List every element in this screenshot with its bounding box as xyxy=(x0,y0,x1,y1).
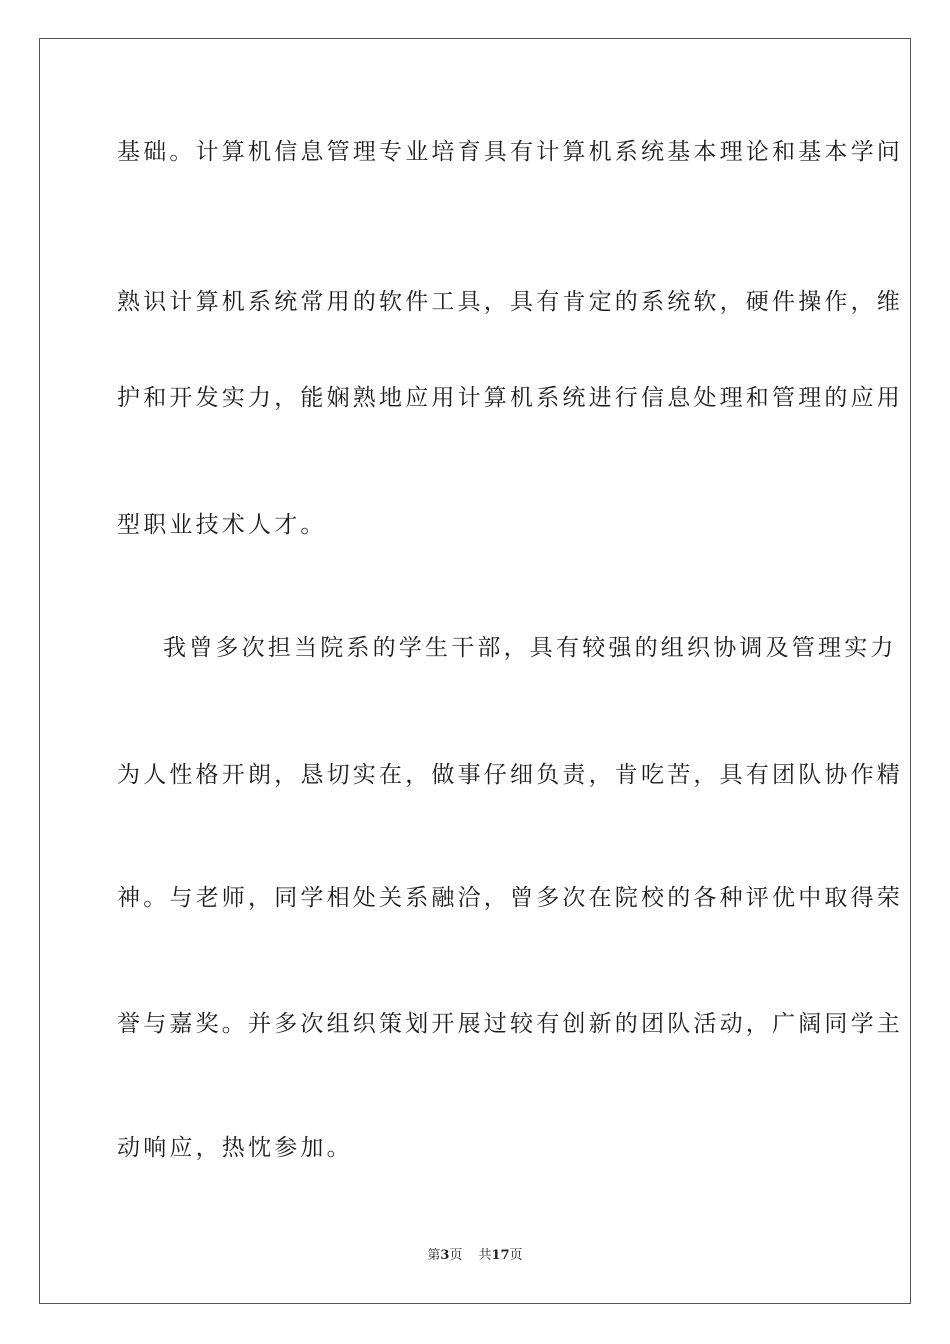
text-line: 为人性格开朗，恳切实在，做事仔细负责，肯吃苦，具有团队协作精 xyxy=(117,762,903,788)
text-line: 护和开发实力，能娴熟地应用计算机系统进行信息处理和管理的应用 xyxy=(117,385,903,411)
text-line: 基础。计算机信息管理专业培育具有计算机系统基本理论和基本学问 xyxy=(117,139,903,165)
total-pages: 17 xyxy=(491,1248,510,1263)
page-number: 3 xyxy=(440,1248,450,1263)
text-line: 熟识计算机系统常用的软件工具，具有肯定的系统软，硬件操作，维 xyxy=(117,289,903,315)
page-border xyxy=(39,38,911,1304)
page-suffix: 页 xyxy=(449,1248,463,1263)
page-prefix: 第 xyxy=(427,1248,441,1263)
text-line: 动响应，热忱参加。 xyxy=(117,1135,353,1161)
text-line: 神。与老师，同学相处关系融洽，曾多次在院校的各种评优中取得荣 xyxy=(117,885,903,911)
page-footer xyxy=(0,1247,950,1265)
total-prefix: 共 xyxy=(478,1248,492,1263)
text-line: 型职业技术人才。 xyxy=(117,512,327,538)
text-line: 誉与嘉奖。并多次组织策划开展过较有创新的团队活动，广阔同学主 xyxy=(117,1011,903,1037)
paragraph-first-line: 我曾多次担当院系的学生干部，具有较强的组织协调及管理实力 xyxy=(163,635,897,661)
total-suffix: 页 xyxy=(509,1248,523,1263)
